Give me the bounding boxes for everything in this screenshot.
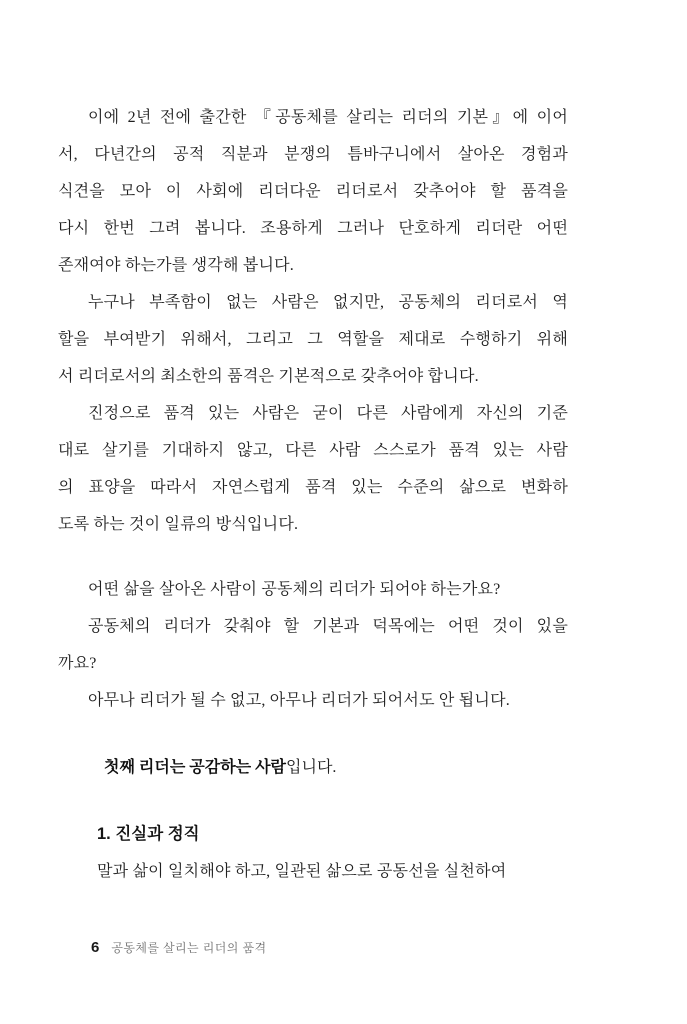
text-line: 할을 부여받기 위해서, 그리고 그 역할을 제대로 수행하기 위해 (58, 331, 568, 348)
text-line: 다시 한번 그려 봅니다. 조용하게 그러나 단호하게 리더란 어떤 (58, 220, 568, 237)
text-line: 도록 하는 것이 일류의 방식입니다. (58, 516, 299, 533)
text-line: 존재여야 하는가를 생각해 봅니다. (58, 257, 294, 274)
text-line: 공동체의 리더가 갖춰야 할 기본과 덕목에는 어떤 것이 있을 (88, 618, 568, 635)
page-footer (91, 939, 266, 956)
lead-statement (104, 749, 568, 786)
text-line: 대로 살기를 기대하지 않고, 다른 사람 스스로가 품격 있는 사람 (58, 442, 568, 459)
text-line: 서, 다년간의 공적 직분과 분쟁의 틈바구니에서 살아온 경험과 (58, 146, 568, 163)
text-line: 서 리더로서의 최소한의 품격은 기본적으로 갖추어야 합니다. (58, 368, 479, 385)
text-line: 누구나 부족함이 없는 사람은 없지만, 공동체의 리더로서 역 (88, 294, 568, 311)
text-line: 말과 삶이 일치해야 하고, 일관된 삶으로 공동선을 실천하여 (97, 863, 507, 880)
text-line: 의 표양을 따라서 자연스럽게 품격 있는 수준의 삶으로 변화하 (58, 479, 568, 496)
text-line: 진정으로 품격 있는 사람은 굳이 다른 사람에게 자신의 기준 (88, 405, 568, 422)
text-line: 까요? (58, 655, 97, 672)
text-line: 이에 2년 전에 출간한 『공동체를 살리는 리더의 기본』에 이어 (88, 109, 568, 126)
paragraph-gap (58, 543, 568, 571)
text-line: 어떤 삶을 살아온 사람이 공동체의 리더가 되어야 하는가요? (88, 581, 501, 598)
lead-statement-regular: 입니다. (286, 759, 337, 776)
page-number: 6 (91, 939, 100, 956)
paragraph-gap (58, 786, 568, 816)
text-line: 식견을 모아 이 사회에 리더다운 리더로서 갖추어야 할 품격을 (58, 183, 568, 200)
running-book-title: 공동체를 살리는 리더의 품격 (111, 941, 267, 955)
text-line: 아무나 리더가 될 수 없고, 아무나 리더가 되어서도 안 됩니다. (88, 692, 510, 709)
paragraph-gap (58, 719, 568, 749)
section-heading: 1. 진실과 정직 (97, 825, 200, 843)
lead-statement-bold: 첫째 리더는 공감하는 사람 (104, 759, 287, 776)
